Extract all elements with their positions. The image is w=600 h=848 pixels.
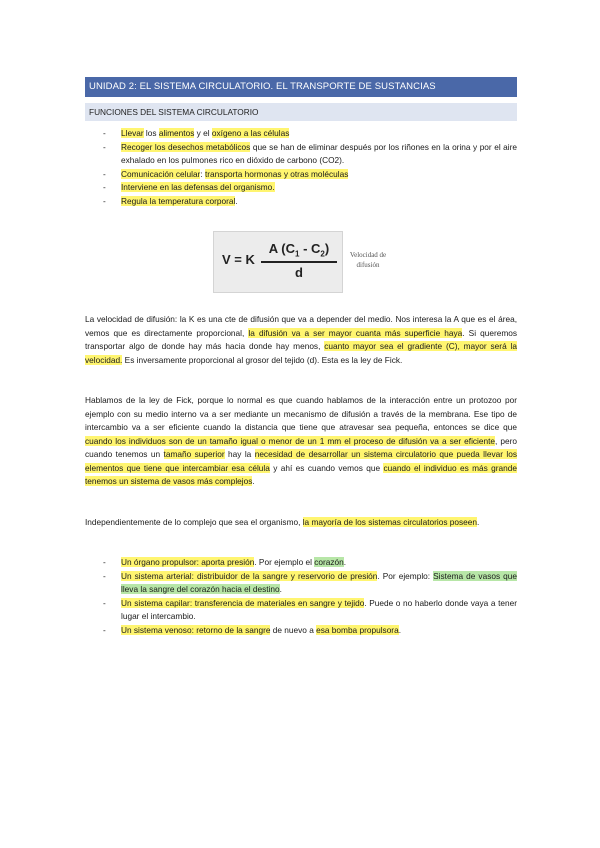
- highlight: cuando los individuos son de un tamaño igual o menor de un 1 mm el proceso de difusión va a ser eficiente: [85, 435, 496, 446]
- highlight: transferencia de materiales en sangre y tejido: [194, 597, 365, 608]
- text: La velocidad de difusión: la K es una cte de difusión que va a depender del medio. Nos interesa la A que es el área, vemos que es directamente proporcional,: [85, 314, 517, 338]
- num-part: ): [324, 241, 330, 256]
- highlight: Recoger los desechos metabólicos: [121, 141, 251, 152]
- text: y ahí es cuando vemos que: [269, 462, 384, 473]
- highlight: Un órgano propulsor: [121, 557, 197, 567]
- highlight: transporta hormonas y otras moléculas: [204, 168, 349, 179]
- highlight: Sistema de vasos que lleva la sangre del corazón hacia el destino: [121, 570, 517, 594]
- list-item: [85, 141, 517, 168]
- highlight: retorno de la sangre: [196, 624, 271, 635]
- text: que se han de eliminar después por los riñones en la orina y por el aire exhalado en los pulmones rico en dióxido de carbono (CO2).: [121, 141, 518, 165]
- highlight: aporta presión: [201, 557, 255, 567]
- text: Independientemente de lo complejo que sea el organismo,: [85, 517, 303, 527]
- text: . Puede o no haberlo donde vaya a tener lugar el intercambio.: [121, 597, 517, 621]
- text: . Por ejemplo el: [254, 557, 315, 567]
- list-item: [85, 181, 517, 195]
- text: y el: [194, 128, 212, 138]
- list-item: [85, 127, 517, 141]
- highlight: Un sistema venoso: [121, 624, 192, 635]
- highlight: necesidad de desarrollar un sistema circulatorio que pueda llevar los elementos que tiene que intercambiar esa célula: [85, 449, 517, 473]
- highlight: :: [196, 557, 202, 567]
- text: .: [279, 584, 282, 594]
- formula-denominator: d: [295, 265, 303, 280]
- highlight: corazón: [314, 557, 344, 567]
- highlight: cuando el individuo es más grande tenemos un sistema de vasos más complejos: [85, 462, 517, 486]
- highlight: tamaño superior: [163, 449, 225, 459]
- functions-list: [85, 127, 517, 208]
- fick-formula-image: [213, 231, 343, 293]
- text: .: [477, 517, 480, 527]
- num-part: A (C: [268, 241, 296, 256]
- highlight: Regula la temperatura corporal: [121, 195, 236, 206]
- text: .: [235, 195, 238, 206]
- paragraph-velocity: [85, 313, 517, 367]
- text: .: [252, 476, 255, 486]
- text: Es inversamente proporcional al grosor del tejido (d). Esta es la ley de Fick.: [122, 354, 403, 365]
- list-item: [85, 597, 517, 624]
- text: .: [343, 557, 347, 567]
- text: los: [143, 128, 159, 138]
- highlight: la difusión va a ser mayor cuanta más superficie haya: [248, 327, 463, 338]
- fraction-bar: [261, 261, 337, 263]
- paragraph-systems: [85, 516, 517, 530]
- highlight: esa bomba propulsora: [316, 624, 399, 635]
- highlight: Llevar: [121, 128, 144, 138]
- text: hay la: [224, 449, 255, 459]
- formula-numerator: [259, 241, 339, 259]
- highlight: Un sistema capilar: [121, 597, 190, 608]
- list-item: [85, 168, 517, 182]
- highlight: Un sistema arterial: [121, 570, 192, 581]
- text: :: [200, 168, 205, 179]
- highlight: cuanto mayor sea el gradiente (C), mayor será la velocidad.: [85, 341, 517, 365]
- highlight: distribuidor de la sangre y reservorio de presión: [197, 570, 378, 581]
- paragraph-fick: [85, 394, 517, 489]
- components-list: [85, 556, 517, 637]
- text: , pero cuando tenemos un: [85, 435, 517, 459]
- text: . Si queremos transportar algo de donde hay más hacia donde hay menos,: [85, 327, 518, 351]
- list-item: [85, 624, 517, 638]
- text: .: [398, 624, 401, 635]
- subscript: 2: [320, 249, 325, 259]
- highlight: Comunicación celular: [121, 168, 201, 179]
- subscript: 1: [295, 249, 300, 259]
- text: Hablamos de la ley de Fick, porque lo normal es que cuando hablamos de la interacción entre un protozoo por ejemplo con su medio interno va a ser mediante un mecanismo de difusión a través de la membrana. Ese tipo de intercambio va a ser eficiente cuando la distancia que tiene que atravesar sea pequeña, entonces se dice que: [85, 395, 517, 432]
- highlight: :: [191, 624, 197, 635]
- highlight: Interviene en las defensas del organismo.: [121, 182, 275, 192]
- highlight: :: [191, 570, 197, 581]
- num-part: - C: [299, 241, 321, 256]
- section-title: FUNCIONES DEL SISTEMA CIRCULATORIO: [85, 103, 517, 121]
- list-item: [85, 195, 517, 209]
- highlight: oxígeno a las células: [211, 128, 290, 138]
- list-item: [85, 556, 517, 570]
- text: . Por ejemplo:: [377, 570, 434, 581]
- highlight: :: [189, 597, 195, 608]
- text: de nuevo a: [270, 624, 317, 635]
- formula-caption: Velocidad de difusión: [349, 251, 387, 269]
- unit-title: UNIDAD 2: EL SISTEMA CIRCULATORIO. EL TRANSPORTE DE SUSTANCIAS: [85, 77, 517, 97]
- list-item: [85, 570, 517, 597]
- highlight: la mayoría de los sistemas circulatorios poseen: [302, 517, 478, 527]
- highlight: alimentos: [158, 128, 195, 138]
- formula-lhs: V = K: [222, 252, 255, 267]
